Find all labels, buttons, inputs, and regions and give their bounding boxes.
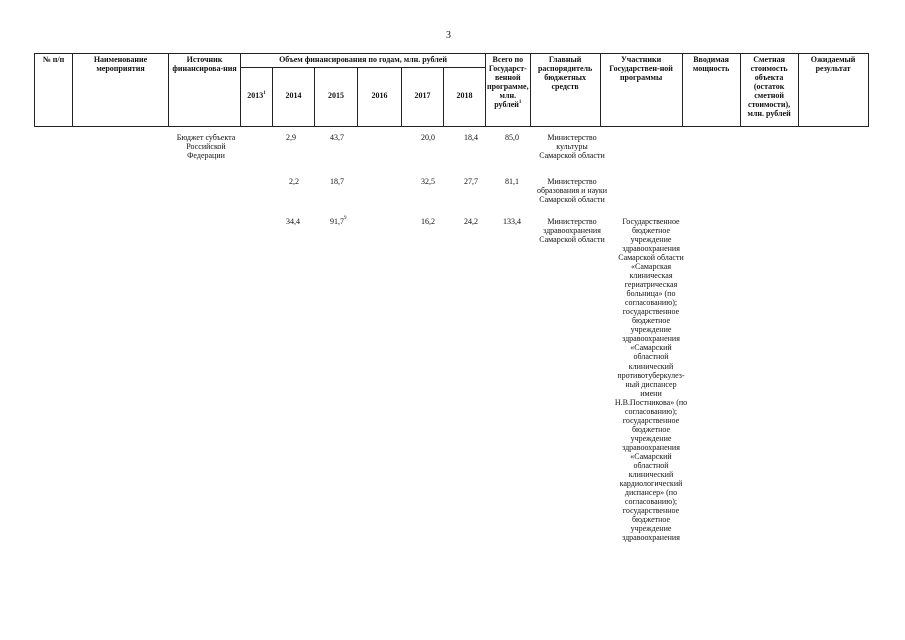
value-2017: 20,0: [421, 133, 435, 142]
col-header-year: 2014: [273, 67, 315, 126]
value-2018: 18,4: [464, 133, 478, 142]
financing-table: [34, 53, 869, 127]
row-manager: Министерство образования и науки Самарской области: [536, 177, 608, 205]
row-manager: Министерство здравоохранения Самарской области: [539, 217, 605, 245]
value-total: 133,4: [503, 217, 521, 226]
value-2015: 18,7: [330, 177, 344, 186]
col-header-number: № п/п: [35, 54, 73, 127]
col-header-name: Наименование мероприятия: [73, 54, 169, 127]
col-header-year: 2015: [315, 67, 358, 126]
col-header-volume: Объем финансирования по годам, млн. рублей: [241, 54, 486, 68]
value-2014: 2,9: [286, 133, 296, 142]
value-2015: 91,7$^9$: [330, 216, 347, 226]
value-2015: 43,7: [330, 133, 344, 142]
value-2017: 32,5: [421, 177, 435, 186]
col-header-participants: Участники Государствен-ной программы: [600, 54, 682, 127]
col-header-year: 2017: [402, 67, 444, 126]
col-header-capacity: Вводимая мощность: [682, 54, 740, 127]
row-source: Бюджет субъекта Российской Федерации: [176, 133, 236, 161]
col-header-year: 2016: [358, 67, 402, 126]
row-manager: Министерство культуры Самарской области: [539, 133, 605, 161]
row-participants: Государственное бюджетное учреждение здравоохранения Самарской области «Самарская клиническая гериатрическая больница» (по согласованию); государственное бюджетное учреждение здравоохранения «Самарский областной клинический противотуберкулез-ный диспансер имени Н.В.Постникова» (по согласованию); государственное бюджетное учреждение здравоохранения «Самарский областной клинический кардиологический диспансер» (по согласованию); государственное бюджетное учреждение здравоохранения: [614, 217, 688, 543]
value-total: 85,0: [505, 133, 519, 142]
col-header-result: Ожидаемый результат: [798, 54, 868, 127]
value-2014: 2,2: [289, 177, 299, 186]
col-header-year: 2013$^1$: [241, 67, 273, 126]
value-total: 81,1: [505, 177, 519, 186]
col-header-total: Всего по Государст-венной программе, млн. рублей$^1$: [486, 54, 531, 127]
col-header-cost: Сметная стоимость объекта (остаток сметной стоимости), млн. рублей: [740, 54, 798, 127]
col-header-source: Источник финансирова-ния: [169, 54, 241, 127]
value-2014: 34,4: [286, 217, 300, 226]
col-header-manager: Главный распорядитель бюджетных средств: [530, 54, 600, 127]
page-number: 3: [446, 30, 451, 41]
col-header-year: 2018: [444, 67, 486, 126]
value-2018: 24,2: [464, 217, 478, 226]
value-2018: 27,7: [464, 177, 478, 186]
value-2017: 16,2: [421, 217, 435, 226]
